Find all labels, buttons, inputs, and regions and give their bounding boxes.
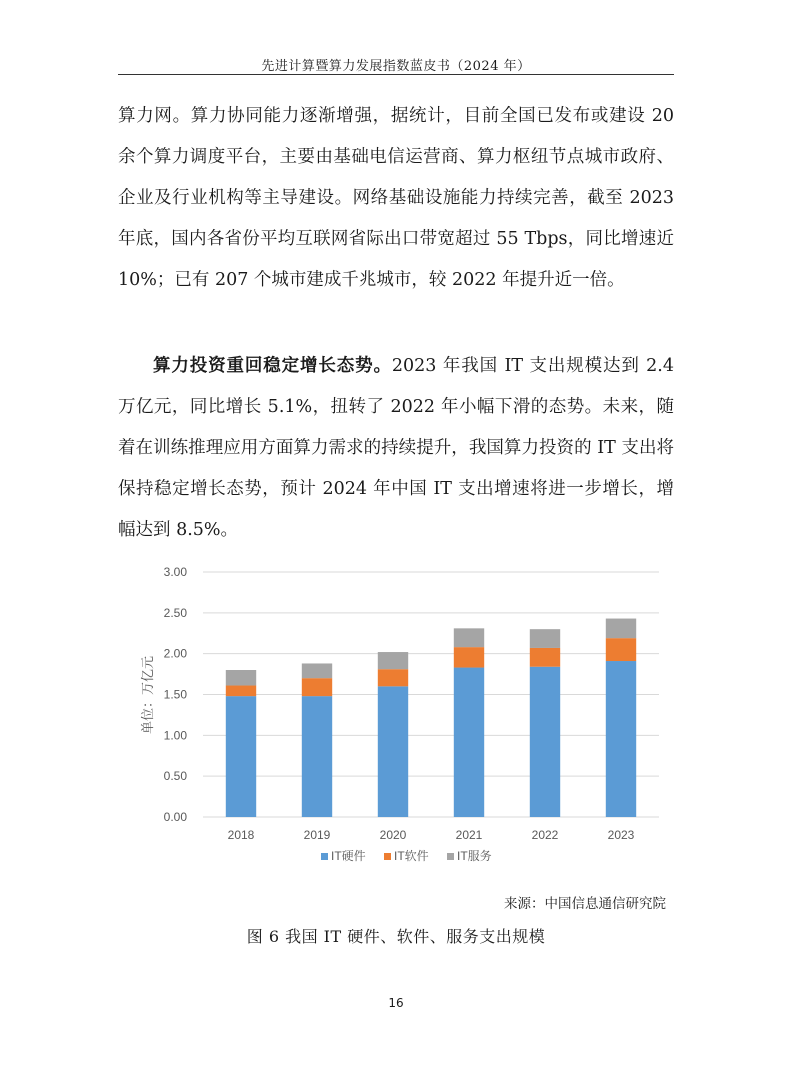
y-tick-label: 0.50 bbox=[163, 769, 187, 784]
x-tick-label: 2023 bbox=[607, 828, 635, 842]
bar-2018-2 bbox=[226, 670, 256, 686]
paragraph-2-body: 2023 年我国 IT 支出规模达到 2.4 万亿元，同比增长 5.1%，扭转了 2022 年小幅下滑的态势。未来，随着在训练推理应用方面算力需求的持续提升，我国算力投资的 IT 支出将保持稳定增长态势，预计 2024 年中国 IT 支出增速将进一步增长，增幅达到 8.5%。 bbox=[118, 356, 675, 540]
paragraph-2-lead: 算力投资重回稳定增长态势。 bbox=[153, 356, 392, 376]
bar-2023-2 bbox=[606, 619, 636, 639]
bar-2019-0 bbox=[302, 696, 332, 817]
x-tick-labels bbox=[228, 828, 635, 842]
y-tick-label: 1.00 bbox=[163, 728, 187, 743]
chart-grid bbox=[203, 572, 659, 817]
legend-swatch bbox=[384, 853, 391, 860]
bar-2023-0 bbox=[606, 661, 636, 817]
legend-swatch bbox=[321, 853, 328, 860]
bar-2022-2 bbox=[530, 629, 560, 648]
paragraph-2 bbox=[118, 346, 674, 551]
figure-source: 来源：中国信息通信研究院 bbox=[504, 896, 666, 912]
y-tick-label: 1.50 bbox=[163, 687, 187, 702]
bar-2018-0 bbox=[226, 696, 256, 817]
bar-2022-0 bbox=[530, 667, 560, 817]
figure-caption: 图 6 我国 IT 硬件、软件、服务支出规模 bbox=[246, 927, 546, 946]
bar-2019-2 bbox=[302, 663, 332, 678]
x-tick-label: 2021 bbox=[455, 828, 483, 842]
legend-swatch bbox=[447, 853, 454, 860]
bar-2021-0 bbox=[454, 668, 484, 817]
chart-bars bbox=[226, 619, 636, 817]
y-tick-label: 0.00 bbox=[163, 810, 187, 824]
x-tick-label: 2022 bbox=[531, 828, 559, 842]
bar-2020-0 bbox=[378, 686, 408, 817]
it-spending-chart bbox=[118, 558, 674, 883]
bar-2021-2 bbox=[454, 628, 484, 647]
y-tick-label: 2.50 bbox=[163, 605, 187, 620]
y-tick-labels bbox=[164, 565, 188, 824]
running-header: 先进计算暨算力发展指数蓝皮书（2024 年） bbox=[261, 59, 531, 74]
header-rule bbox=[118, 74, 674, 75]
chart-svg bbox=[118, 558, 674, 883]
x-tick-label: 2019 bbox=[303, 828, 331, 842]
bar-2023-1 bbox=[606, 638, 636, 661]
y-tick-label: 2.00 bbox=[163, 646, 187, 661]
legend-label: IT硬件 bbox=[331, 849, 366, 863]
bar-2021-1 bbox=[454, 647, 484, 667]
bar-2020-2 bbox=[378, 652, 408, 669]
y-tick-label: 3.00 bbox=[163, 565, 187, 579]
bar-2018-1 bbox=[226, 686, 256, 697]
chart-legend bbox=[321, 848, 492, 863]
bar-2019-1 bbox=[302, 678, 332, 696]
paragraph-1: 算力网。算力协同能力逐渐增强，据统计，目前全国已发布或建设 20 余个算力调度平台，主要由基础电信运营商、算力枢纽节点城市政府、企业及行业机构等主导建设。网络基础设施能力持续完善，截至 2023 年底，国内各省份平均互联网省际出口带宽超过 55 Tbps，同比增速近 10%；已有 207 个城市建成千兆城市，较 2022 年提升近一倍。 bbox=[118, 106, 674, 290]
page-number: 16 bbox=[388, 996, 404, 1010]
y-axis-label: 单位：万亿元 bbox=[140, 655, 155, 735]
x-tick-label: 2020 bbox=[379, 828, 407, 842]
legend-label: IT服务 bbox=[457, 849, 492, 863]
bar-2022-1 bbox=[530, 648, 560, 667]
x-tick-label: 2018 bbox=[227, 828, 255, 842]
bar-2020-1 bbox=[378, 669, 408, 686]
legend-label: IT软件 bbox=[394, 849, 429, 863]
